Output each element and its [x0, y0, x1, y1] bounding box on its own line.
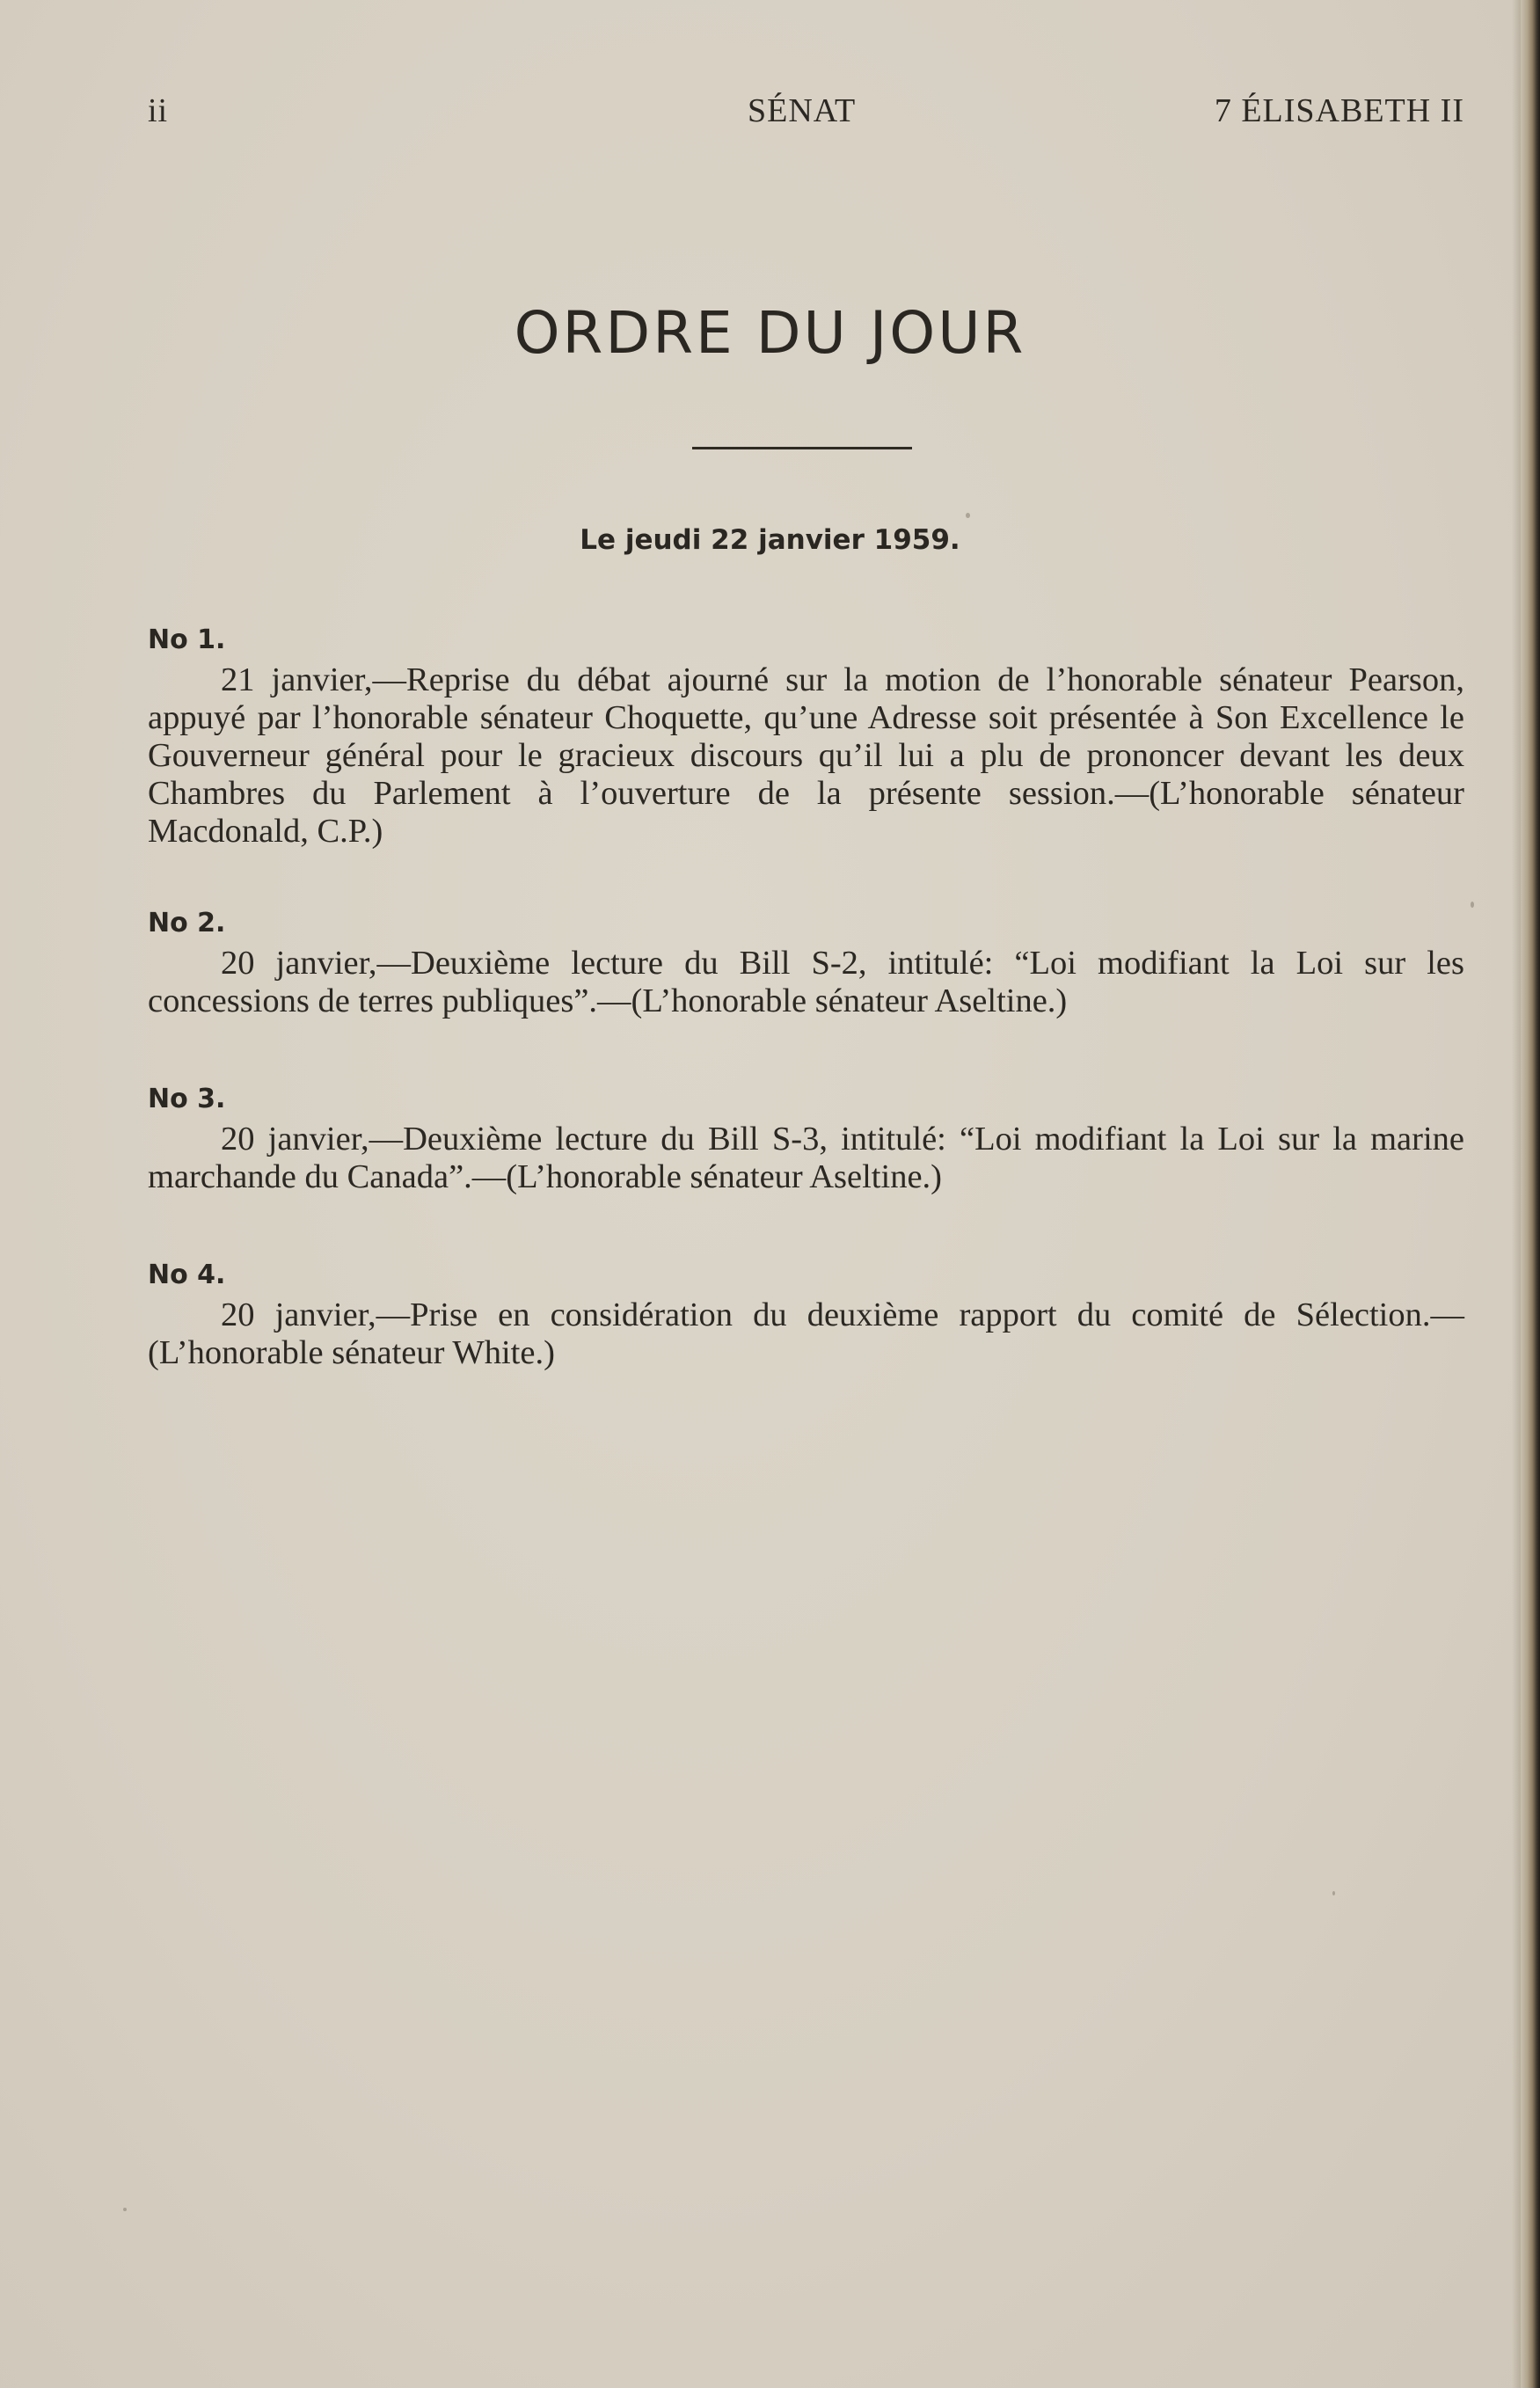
agenda-item-number: No 2.	[148, 908, 226, 938]
agenda-item-number: No 4.	[148, 1260, 226, 1290]
agenda-item	[148, 904, 1464, 1020]
chamber-name: SÉNAT	[748, 92, 857, 129]
agenda-item-text: 20 janvier,—Prise en considération du deuxième rapport du comité de Sélection.—(L’honorable sénateur White.)	[148, 1296, 1464, 1371]
page-title: ORDRE DU JOUR	[514, 299, 1026, 367]
agenda-item-number: No 1.	[148, 624, 226, 655]
agenda-item-text: 21 janvier,—Reprise du débat ajourné sur la motion de l’honorable sénateur Pearson, appuyé par l’honorable sénateur Choquette, qu’une Adresse soit présentée à Son Excellence le Gouverneur général pour le gracieux discours qu’il lui a plu de prononcer devant les deux Chambres du Parlement à l’ouverture de la présente session.—(L’honorable sénateur Macdonald, C.P.)	[148, 661, 1464, 850]
regnal-year: 7 ÉLISABETH II	[1214, 92, 1464, 129]
running-head	[148, 91, 1464, 130]
agenda-item	[148, 1080, 1464, 1196]
paper-speck	[1332, 1891, 1335, 1895]
agenda-item-text: 20 janvier,—Deuxième lecture du Bill S-3, intitulé: “Loi modifiant la Loi sur la marine marchande du Canada”.—(L’honorable sénateur Aseltine.)	[148, 1121, 1464, 1195]
agenda-item	[148, 1256, 1464, 1372]
paper-speck	[123, 2208, 127, 2211]
paper-speck	[1471, 902, 1474, 908]
page-edge	[1521, 0, 1540, 2388]
sitting-date: Le jeudi 22 janvier 1959.	[580, 524, 960, 556]
agenda-item-number: No 3.	[148, 1084, 226, 1114]
agenda-item-text: 20 janvier,—Deuxième lecture du Bill S-2, intitulé: “Loi modifiant la Loi sur les concessions de terres publiques”.—(L’honorable sénateur Aseltine.)	[148, 945, 1464, 1019]
agenda-item	[148, 621, 1464, 851]
title-divider	[692, 447, 912, 449]
paper-speck	[966, 513, 970, 518]
page-edge-shadow	[1512, 0, 1521, 2388]
page-number: ii	[148, 92, 169, 129]
